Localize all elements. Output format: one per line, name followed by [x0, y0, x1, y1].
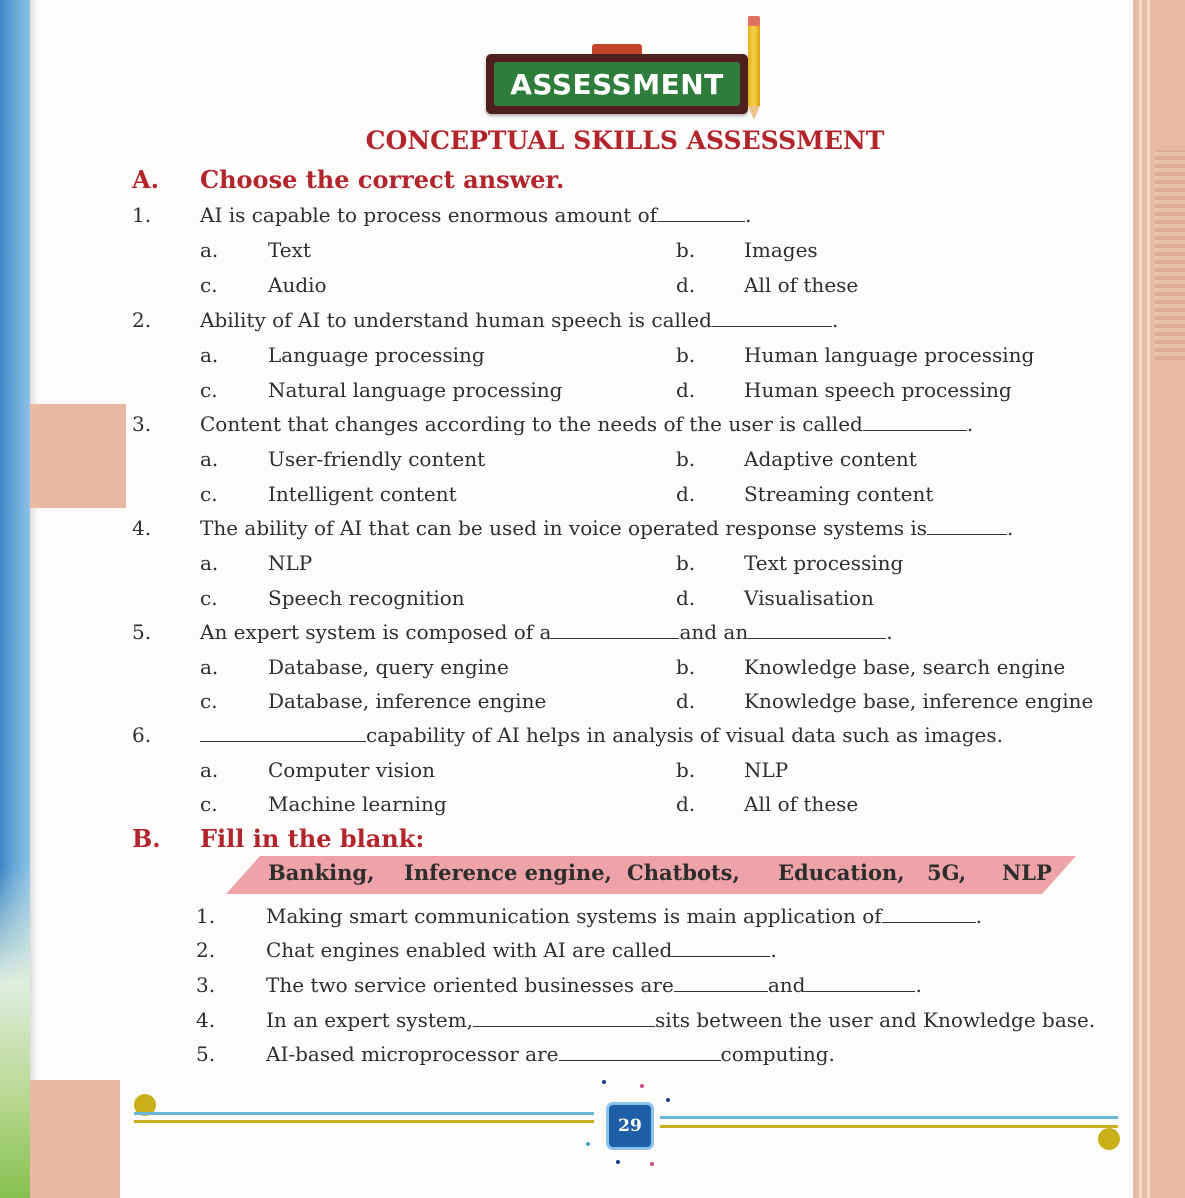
fill-number: 3. — [196, 973, 216, 997]
page-gutter-shadow — [30, 0, 38, 1198]
answer-blank — [551, 624, 679, 639]
option-text: All of these — [744, 792, 859, 816]
word-bank-item: 5G, — [927, 860, 967, 885]
option-text: Knowledge base, inference engine — [744, 689, 1094, 713]
answer-blank — [805, 977, 915, 992]
side-tab-decoration — [30, 404, 126, 508]
question-number: 6. — [132, 723, 152, 747]
question-text: The ability of AI that can be used in voice operated response systems is . — [200, 516, 1014, 540]
assessment-badge-label: ASSESSMENT — [494, 62, 740, 106]
answer-blank — [674, 977, 768, 992]
question-text: Ability of AI to understand human speech is called . — [200, 308, 839, 332]
sparkle-dot — [602, 1080, 606, 1084]
question-number: 5. — [132, 620, 152, 644]
border-stripe — [1139, 0, 1142, 1198]
answer-blank — [882, 908, 976, 923]
option-text: All of these — [744, 273, 859, 297]
option-letter: d. — [676, 792, 696, 816]
sparkle-dot — [616, 1160, 620, 1164]
option-text: Database, inference engine — [268, 689, 547, 713]
option-letter: c. — [200, 586, 218, 610]
option-text: Intelligent content — [268, 482, 457, 506]
option-letter: c. — [200, 482, 218, 506]
answer-blank — [863, 416, 967, 431]
option-text: Language processing — [268, 343, 485, 367]
page-number: 29 — [606, 1102, 654, 1150]
word-bank-item: Education, — [778, 860, 905, 885]
question-number: 4. — [132, 516, 152, 540]
option-text: Text — [268, 238, 311, 262]
question-number: 1. — [132, 203, 152, 227]
border-stripe — [1147, 0, 1150, 1198]
option-text: NLP — [744, 758, 789, 782]
page-title: CONCEPTUAL SKILLS ASSESSMENT — [365, 126, 885, 155]
answer-blank — [200, 727, 366, 742]
option-letter: d. — [676, 273, 696, 297]
option-text: Natural language processing — [268, 378, 563, 402]
option-letter: d. — [676, 586, 696, 610]
footer-line — [134, 1112, 594, 1115]
footer-line — [660, 1116, 1118, 1119]
option-text: Streaming content — [744, 482, 934, 506]
option-letter: a. — [200, 343, 219, 367]
section-b-heading: Fill in the blank: — [200, 824, 425, 853]
option-text: Speech recognition — [268, 586, 465, 610]
footer-line — [660, 1125, 1118, 1128]
option-text: Text processing — [744, 551, 904, 575]
question-number: 3. — [132, 412, 152, 436]
sparkle-dot — [650, 1162, 654, 1166]
footer-dot — [1098, 1128, 1120, 1150]
answer-blank — [559, 1046, 721, 1061]
option-letter: d. — [676, 482, 696, 506]
option-text: User-friendly content — [268, 447, 486, 471]
answer-blank — [473, 1012, 655, 1027]
fill-text: The two service oriented businesses are and . — [266, 973, 922, 997]
fill-number: 2. — [196, 938, 216, 962]
grass-decoration — [0, 868, 30, 1198]
question-text: AI is capable to process enormous amount of . — [200, 203, 752, 227]
option-letter: b. — [676, 758, 696, 782]
fill-number: 4. — [196, 1008, 216, 1032]
option-text: Machine learning — [268, 792, 447, 816]
option-letter: c. — [200, 792, 218, 816]
option-text: Audio — [268, 273, 327, 297]
question-text: Content that changes according to the needs of the user is called . — [200, 412, 974, 436]
section-a-heading: Choose the correct answer. — [200, 165, 565, 194]
option-text: Computer vision — [268, 758, 436, 782]
option-text: Database, query engine — [268, 655, 509, 679]
option-letter: a. — [200, 758, 219, 782]
option-letter: c. — [200, 689, 218, 713]
assessment-badge — [486, 54, 748, 114]
left-page-edge — [0, 0, 30, 1198]
right-page-border — [1133, 0, 1185, 1198]
option-text: Knowledge base, search engine — [744, 655, 1066, 679]
fill-number: 1. — [196, 904, 216, 928]
footer-line — [134, 1120, 594, 1123]
question-number: 2. — [132, 308, 152, 332]
option-letter: b. — [676, 343, 696, 367]
fill-text: AI-based microprocessor are computing. — [266, 1042, 835, 1066]
option-letter: b. — [676, 447, 696, 471]
option-letter: b. — [676, 655, 696, 679]
sparkle-dot — [666, 1098, 670, 1102]
option-letter: c. — [200, 378, 218, 402]
word-bank-item: Inference engine, — [404, 860, 612, 885]
option-text: Human language processing — [744, 343, 1035, 367]
option-text: Visualisation — [744, 586, 874, 610]
option-text: Images — [744, 238, 818, 262]
option-letter: a. — [200, 655, 219, 679]
option-letter: b. — [676, 551, 696, 575]
sparkle-dot — [640, 1084, 644, 1088]
sparkle-dot — [586, 1142, 590, 1146]
fill-text: In an expert system, sits between the user and Knowledge base. — [266, 1008, 1096, 1032]
option-letter: a. — [200, 238, 219, 262]
option-text: Human speech processing — [744, 378, 1012, 402]
answer-blank — [657, 207, 745, 222]
option-letter: b. — [676, 238, 696, 262]
question-text: capability of AI helps in analysis of visual data such as images. — [200, 723, 1003, 747]
option-letter: d. — [676, 689, 696, 713]
answer-blank — [748, 624, 886, 639]
answer-blank — [672, 942, 770, 957]
side-tab-decoration — [30, 1080, 120, 1198]
answer-blank — [927, 520, 1007, 535]
pencil-icon — [748, 20, 760, 106]
section-a-letter: A. — [132, 165, 159, 194]
fill-number: 5. — [196, 1042, 216, 1066]
option-letter: d. — [676, 378, 696, 402]
option-letter: c. — [200, 273, 218, 297]
option-letter: a. — [200, 551, 219, 575]
section-b-letter: B. — [132, 824, 161, 853]
border-pattern — [1155, 150, 1185, 360]
answer-blank — [712, 312, 832, 327]
question-text: An expert system is composed of a and an . — [200, 620, 893, 644]
fill-text: Chat engines enabled with AI are called . — [266, 938, 777, 962]
option-text: NLP — [268, 551, 313, 575]
word-bank-item: Banking, — [268, 860, 375, 885]
option-letter: a. — [200, 447, 219, 471]
option-text: Adaptive content — [744, 447, 917, 471]
word-bank-item: Chatbots, — [627, 860, 740, 885]
fill-text: Making smart communication systems is main application of . — [266, 904, 983, 928]
word-bank-item: NLP — [1002, 860, 1052, 885]
